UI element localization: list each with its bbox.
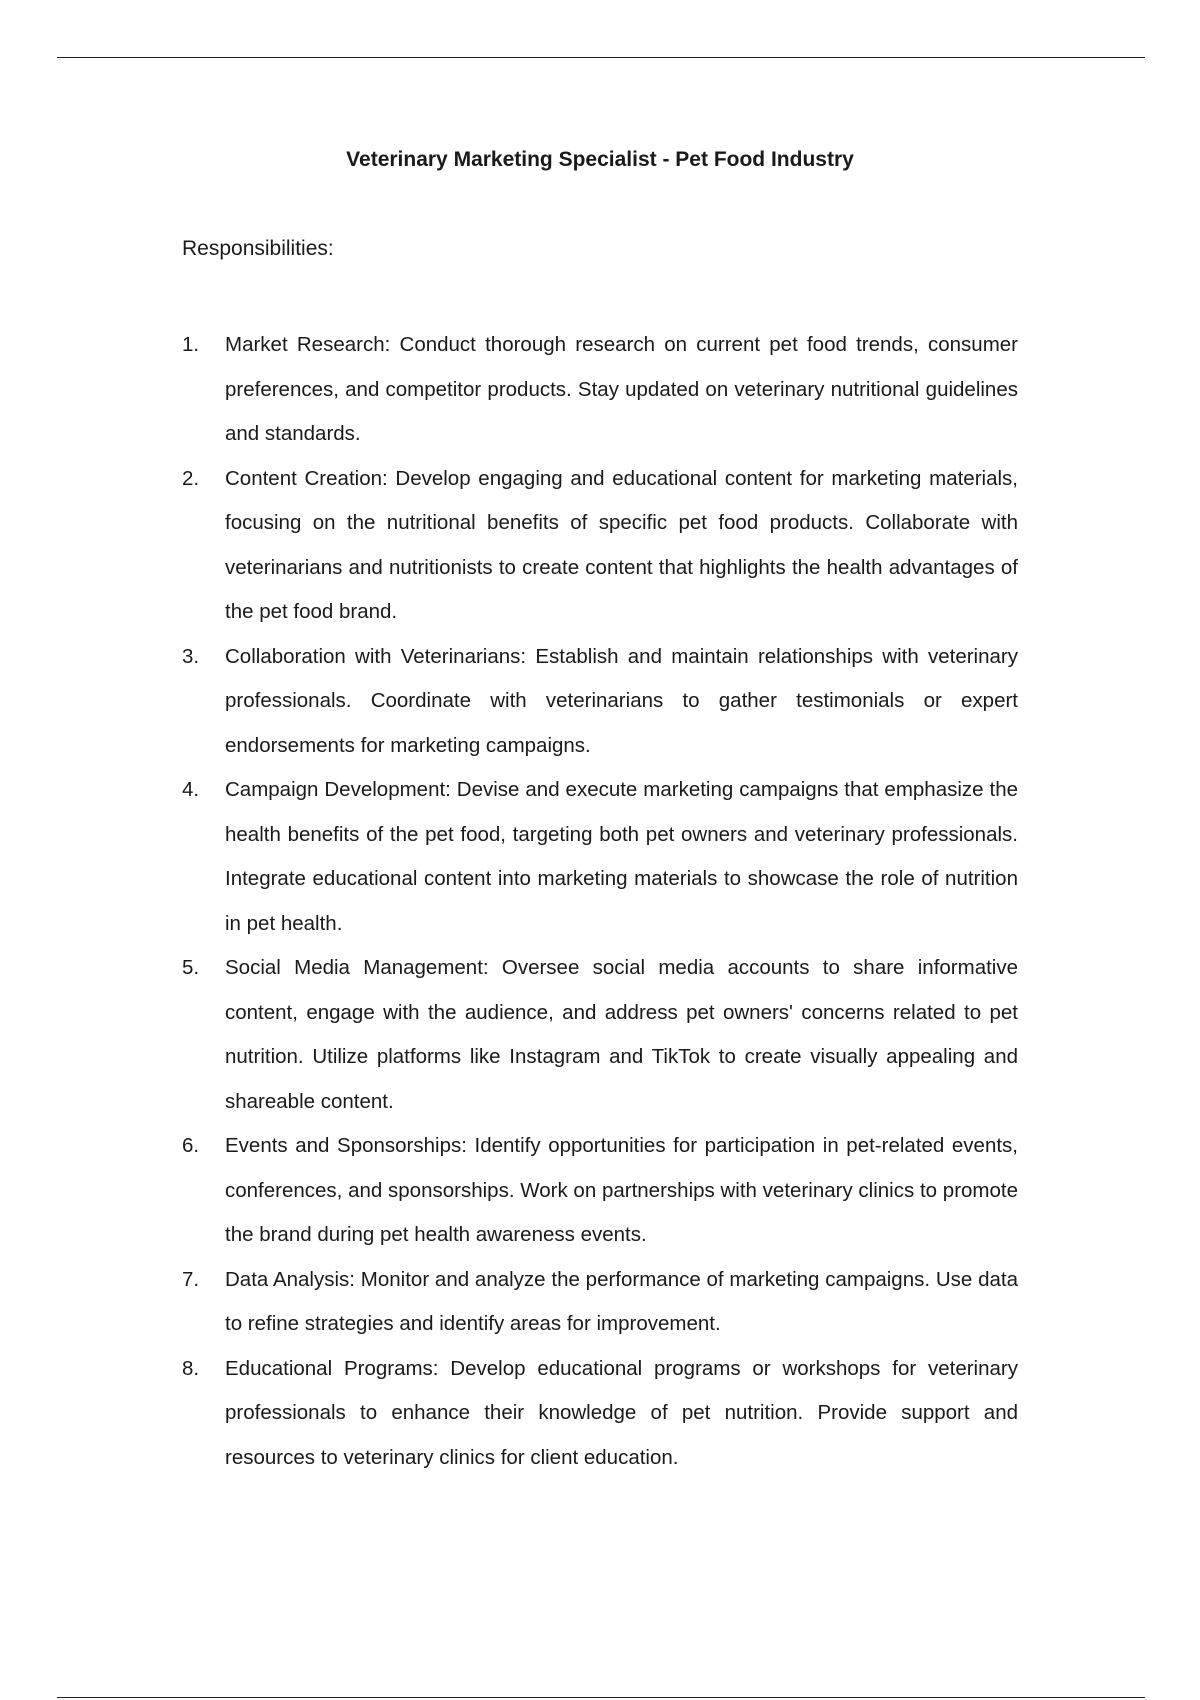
header-rule: [57, 57, 1145, 58]
page-title: Veterinary Marketing Specialist - Pet Food Industry: [346, 148, 854, 171]
footer-rule: [57, 1697, 1145, 1698]
list-item-text: Market Research: Conduct thorough research on current pet food trends, consumer preferences, and competitor products. Stay updated on veterinary nutritional guidelines and standards.: [225, 333, 1018, 445]
list-item: [182, 946, 1018, 1124]
list-item-number: 5.: [182, 956, 200, 979]
list-item: [182, 323, 1018, 457]
list-item-text: Content Creation: Develop engaging and educational content for marketing materials, focusing on the nutritional benefits of specific pet food products. Collaborate with veterinarians and nutritionists to create content that highlights the health advantages of the pet food brand.: [225, 466, 1018, 623]
list-item-text: Data Analysis: Monitor and analyze the performance of marketing campaigns. Use data to refine strategies and identify areas for improvement.: [225, 1267, 1018, 1335]
list-item-number: 2.: [182, 466, 200, 490]
list-item: [182, 1347, 1018, 1481]
list-item-text: Collaboration with Veterinarians: Establish and maintain relationships with veterinary professionals. Coordinate with veterinarians to gather testimonials or expert endorsements for marketing campaigns.: [225, 644, 1018, 757]
list-item-number: 1.: [182, 333, 200, 356]
list-item-text: Campaign Development: Devise and execute marketing campaigns that emphasize the health benefits of the pet food, targeting both pet owners and veterinary professionals. Integrate educational content into marketing materials to showcase the role of nutrition in pet health.: [225, 778, 1018, 935]
list-item-text: Social Media Management: Oversee social media accounts to share informative content, engage with the audience, and address pet owners' concerns related to pet nutrition. Utilize platforms like Instagram and TikTok to create visually appealing and shareable content.: [225, 956, 1018, 1113]
list-item-number: 3.: [182, 644, 200, 668]
list-item: [182, 635, 1018, 769]
list-item-text: Events and Sponsorships: Identify opportunities for participation in pet-related events, conferences, and sponsorships. Work on partnerships with veterinary clinics to promote the brand during pet health awareness events.: [225, 1134, 1018, 1246]
responsibilities-list: [182, 323, 1018, 1480]
list-item: [182, 1258, 1018, 1347]
list-item-number: 4.: [182, 778, 200, 801]
list-item: [182, 457, 1018, 635]
list-item-number: 6.: [182, 1134, 200, 1157]
list-item-number: 8.: [182, 1356, 200, 1380]
list-item-text: Educational Programs: Develop educational programs or workshops for veterinary professionals to enhance their knowledge of pet nutrition. Provide support and resources to veterinary clinics for client education.: [225, 1356, 1018, 1469]
list-item-number: 7.: [182, 1267, 200, 1291]
list-item: [182, 768, 1018, 946]
section-label: Responsibilities:: [182, 237, 334, 260]
list-item: [182, 1124, 1018, 1258]
